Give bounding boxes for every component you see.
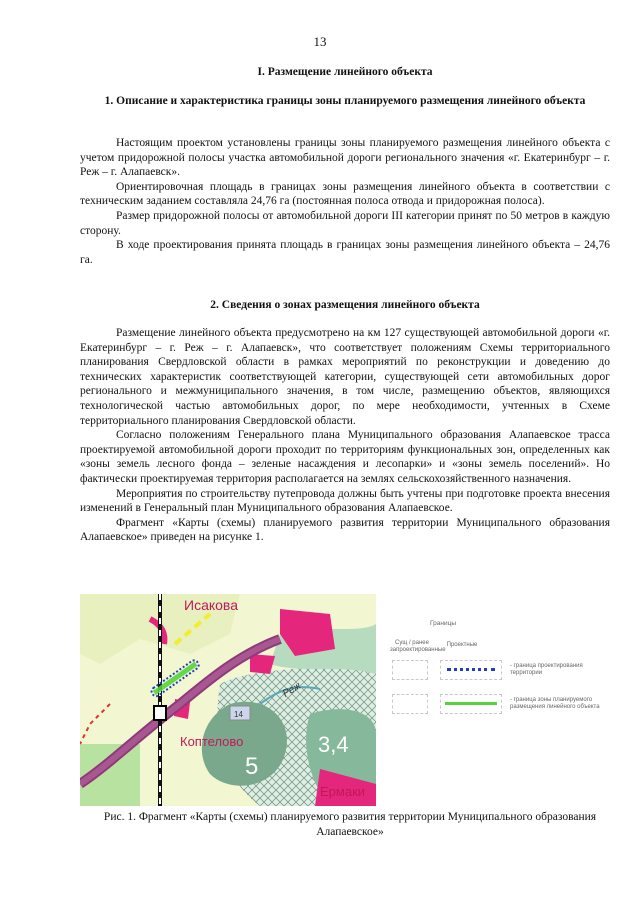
paragraph: Мероприятия по строительству путепровода должны быть учтены при подготовке проекта внесения изменений в Генеральный план Муниципального образования Алапаевское. — [80, 487, 610, 515]
legend-title: Границы — [430, 620, 456, 627]
map-label-plot: 14 — [234, 710, 243, 719]
legend-line-green — [445, 702, 497, 705]
legend-box-existing-1 — [392, 660, 428, 680]
legend-box-projected-1 — [440, 660, 502, 680]
paragraph: Ориентировочная площадь в границах зоны размещения линейного объекта в соответствии с техническим заданием составляла 24,76 га (постоянная полоса отвода и придорожная полоса). — [80, 180, 610, 208]
legend-item-2: - граница зоны планируемого размещения линейного объекта — [510, 697, 600, 710]
subsection-1-title: 1. Описание и характеристика границы зоны планируемого размещения линейного объекта — [104, 95, 586, 107]
subsection-1-body — [80, 136, 610, 267]
legend-col-projected: Проектные — [446, 642, 478, 648]
map-label-koptelovo: Коптелово — [180, 734, 244, 749]
paragraph: В ходе проектирования принята площадь в границах зоны размещения линейного объекта – 24,76 га. — [80, 239, 610, 266]
map-label-ermaki: Ермаки — [320, 784, 366, 799]
map-label-river: Реж — [281, 680, 303, 700]
legend-line-blue — [447, 668, 495, 671]
section-title: I. Размещение линейного объекта — [257, 66, 433, 78]
figure-caption: Рис. 1. Фрагмент «Карты (схемы) планируемого развития территории Муниципального образования Алапаевское» — [103, 811, 597, 838]
map-fragment — [80, 594, 376, 806]
map-label-zone: 3,4 — [318, 732, 349, 757]
paragraph: Размер придорожной полосы от автомобильной дороги III категории принят по 50 метров в каждую сторону. — [80, 209, 610, 237]
legend-col-existing: Сущ / ранее запроектированные — [390, 640, 446, 653]
page-number: 13 — [313, 34, 327, 49]
subsection-2-body — [80, 326, 610, 545]
map-image — [80, 594, 376, 806]
map-label-zone-5: 5 — [245, 753, 259, 780]
map-label-isakova: Исакова — [184, 597, 238, 613]
legend-box-existing-2 — [392, 694, 428, 714]
paragraph: Размещение линейного объекта предусмотрено на км 127 существующей автомобильной дороги «г. Екатеринбург – г. Реж – г. Алапаевск», что соответствует положениям Схемы территориального планирования Свердловской области в рамках мероприятий по реконструкции и доведению до технических характеристик соответствующей категории, существующей сети автомобильных дорог регионального и межмуниципального значения, в том числе, размещению объектов, являющихся технологической частью автомобильных дорог, по мере необходимости, учтенных в Схеме территориального планирования Свердловской области. — [80, 327, 610, 427]
map-legend — [380, 594, 612, 734]
subsection-2-title: 2. Сведения о зонах размещения линейного объекта — [210, 299, 480, 311]
paragraph: Фрагмент «Карты (схемы) планируемого развития территории Муниципального образования Алапаевское» приведен на рисунке 1. — [80, 516, 610, 544]
paragraph: Настоящим проектом установлены границы зоны планируемого размещения линейного объекта с учетом придорожной полосы участка автомобильной дороги регионального значения «г. Екатеринбург – г. Реж – г. Алапаевск». — [80, 137, 610, 179]
legend-box-projected-2 — [440, 694, 502, 714]
paragraph: Согласно положениям Генерального плана Муниципального образования Алапаевское трасса проектируемой автомобильной дороги проходит по территориям функциональных зон, определенных как «зоны земель лесного фонда – зеленые насаждения и лесопарки» и «зоны земель поселений». Но фактически проектируемая территория располагается на землях сельскохозяйственного назначения. — [80, 429, 610, 485]
legend-item-1: - граница проектирования территории — [510, 663, 583, 676]
